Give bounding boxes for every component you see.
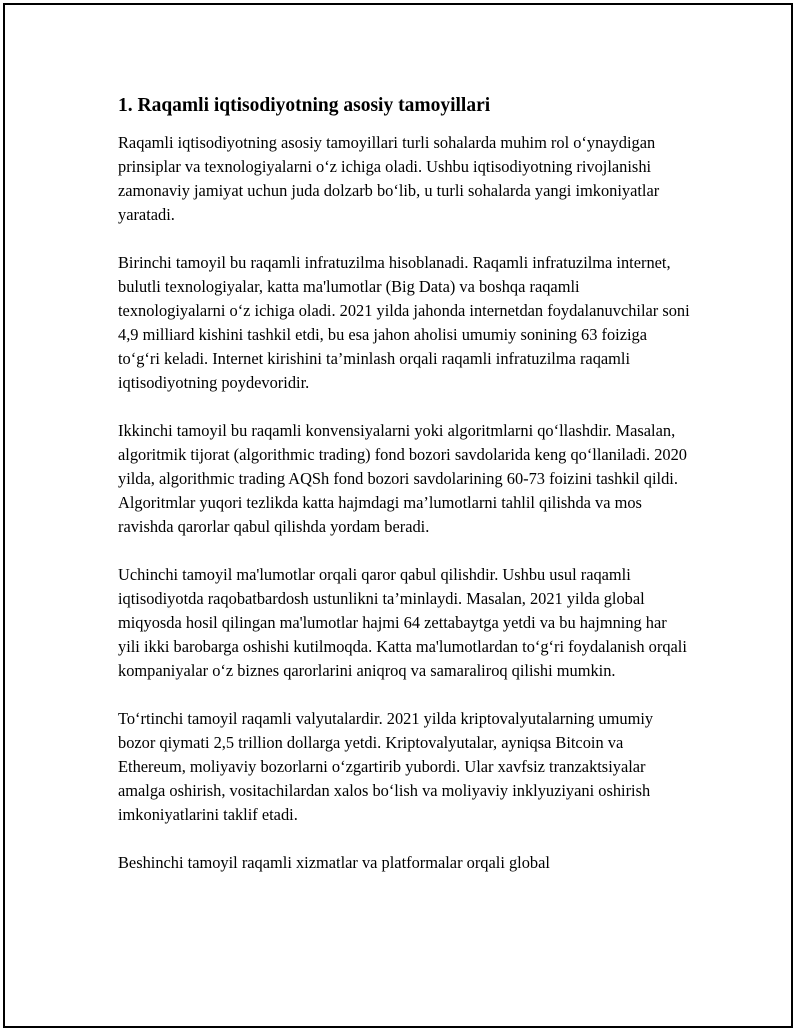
paragraph-third-principle: Uchinchi tamoyil ma'lumotlar orqali qaror qabul qilishdir. Ushbu usul raqamli iqtisodiyotda raqobatbardosh ustunlikni ta’minlaydi. Masalan, 2021 yilda global miqyosda hosil qilingan ma'lumotlar hajmi 64 zettabaytga yetdi va bu hajmning har yili ikki barobarga oshishi kutilmoqda. Katta ma'lumotlardan to‘g‘ri foydalanish orqali kompaniyalar o‘z biznes qarorlarini aniqroq va samaraliroq qilishi mumkin. [118, 565, 687, 680]
paragraph-fifth-principle: Beshinchi tamoyil raqamli xizmatlar va platformalar orqali global [118, 853, 550, 872]
document-body [118, 93, 690, 899]
paragraph-first-principle: Birinchi tamoyil bu raqamli infratuzilma hisoblanadi. Raqamli infratuzilma internet, bulutli texnologiyalar, katta ma'lumotlar (Big Data) va boshqa raqamli texnologiyalarni o‘z ichiga oladi. 2021 yilda jahonda internetdan foydalanuvchilar soni 4,9 milliard kishini tashkil etdi, bu esa jahon aholisi umumiy sonining 63 foiziga to‘g‘ri keladi. Internet kirishini ta’minlash orqali raqamli infratuzilma raqamli iqtisodiyotning poydevoridir. [118, 253, 690, 392]
paragraph-fourth-principle: To‘rtinchi tamoyil raqamli valyutalardir. 2021 yilda kriptovalyutalarning umumiy bozor qiymati 2,5 trillion dollarga yetdi. Kriptovalyutalar, ayniqsa Bitcoin va Ethereum, moliyaviy bozorlarni o‘zgartirib yubordi. Ular xavfsiz tranzaktsiyalar amalga oshirish, vositachilardan xalos bo‘lish va moliyaviy inklyuziyani oshirish imkoniyatlarini taklif etadi. [118, 709, 654, 824]
paragraph-second-principle: Ikkinchi tamoyil bu raqamli konvensiyalarni yoki algoritmlarni qo‘llashdir. Masalan, algoritmik tijorat (algorithmic trading) fond bozori savdolarida keng qo‘llaniladi. 2020 yilda, algorithmic trading AQSh fond bozori savdolarining 60-73 foizini tashkil qildi. Algoritmlar yuqori tezlikda katta hajmdagi ma’lumotlarni tahlil qilishda va mos ravishda qarorlar qabul qilishda yordam beradi. [118, 421, 687, 536]
section-heading: 1. Raqamli iqtisodiyotning asosiy tamoyillari [118, 95, 491, 116]
paragraph-intro: Raqamli iqtisodiyotning asosiy tamoyillari turli sohalarda muhim rol o‘ynaydigan prinsiplar va texnologiyalarni o‘z ichiga oladi. Ushbu iqtisodiyotning rivojlanishi zamonaviy jamiyat uchun juda dolzarb bo‘lib, u turli sohalarda yangi imkoniyatlar yaratadi. [118, 133, 660, 224]
